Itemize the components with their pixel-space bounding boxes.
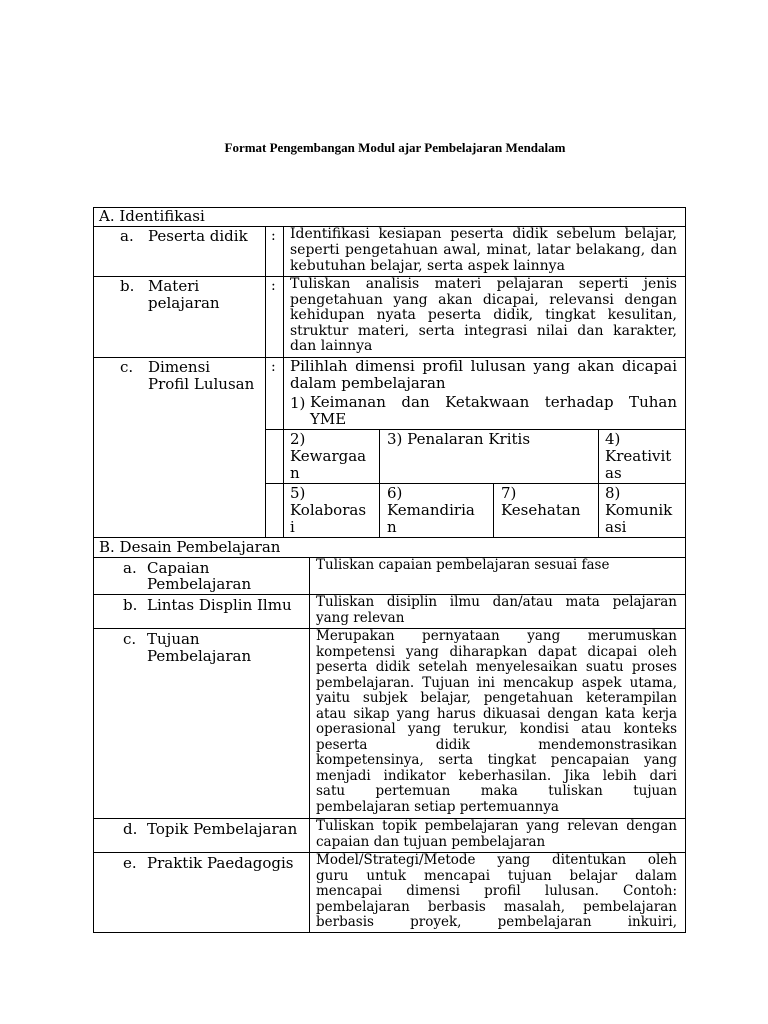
colon: : — [271, 228, 276, 244]
row-letter: e. — [123, 854, 137, 872]
dimension-item-number: 1) — [290, 394, 306, 412]
row-description: Identifikasi kesiapan peserta didik sebelum belajar, seperti pengetahuan awal, minat, latar belakang, dan kebutuhan belajar, serta aspek lainnya — [290, 226, 677, 274]
row-label: Peserta didik — [148, 227, 248, 245]
dimension-cell-komunikasi: 8) Komunik asi — [605, 484, 673, 536]
page-title: Format Pengembangan Modul ajar Pembelajaran Mendalam — [224, 140, 566, 155]
row-label: Lintas Displin Ilmu — [147, 596, 292, 614]
row-letter: c. — [120, 358, 134, 376]
dimension-cell-penalaran-kritis: 3) Penalaran Kritis — [387, 430, 531, 448]
section-b-heading: B. Desain Pembelajaran — [99, 538, 281, 556]
row-letter: a. — [123, 559, 137, 577]
row-letter: d. — [123, 820, 138, 838]
row-label-line-2: Pembelajaran — [147, 647, 252, 665]
row-label-line-2: pelajaran — [148, 294, 220, 312]
dimension-cell-kewargaan: 2) Kewargaa n — [290, 430, 367, 482]
dimension-cell-kesehatan: 7) Kesehatan — [501, 484, 581, 519]
dimension-item-keimanan: Keimanan dan Ketakwaan terhadap Tuhan YME — [310, 393, 677, 428]
dimension-cell-kemandirian: 6) Kemandiria n — [387, 484, 475, 536]
row-label-line-1: Capaian — [147, 559, 210, 577]
row-letter: b. — [120, 277, 135, 295]
row-label: Praktik Paedagogis — [147, 854, 294, 872]
row-description: Pilihlah dimensi profil lulusan yang akan dicapai dalam pembelajaran — [290, 357, 677, 392]
row-label-line-1: Materi — [148, 277, 200, 295]
row-description: Tuliskan capaian pembelajaran sesuai fase — [316, 557, 610, 573]
row-label: Topik Pembelajaran — [147, 820, 298, 838]
row-description: Tuliskan disiplin ilmu dan/atau mata pelajaran yang relevan — [316, 594, 677, 626]
colon: : — [271, 359, 276, 375]
dimension-cell-kreativitas: 4) Kreativit as — [605, 430, 672, 482]
row-label-line-2: Profil Lulusan — [148, 375, 255, 393]
row-letter: a. — [120, 227, 134, 245]
row-description: Tuliskan analisis materi pelajaran seperti jenis pengetahuan yang akan dicapai, relevansi dengan kehidupan nyata peserta didik, tingkat kesulitan, struktur materi, serta integrasi nilai dan karakter, dan lainnya — [290, 276, 677, 355]
row-label-line-2: Pembelajaran — [147, 575, 252, 593]
row-label-line-1: Tujuan — [147, 630, 200, 648]
row-letter: c. — [123, 630, 137, 648]
section-a-heading: A. Identifikasi — [99, 207, 205, 225]
row-description: Model/Strategi/Metode yang ditentukan oleh guru untuk mencapai tujuan belajar dalam mencapai dimensi profil lulusan. Contoh: pembelajaran berbasis masalah, pembelajaran berbasis proyek, pembelajaran inkuiri, — [316, 853, 677, 931]
row-description: Tuliskan topik pembelajaran yang relevan dengan capaian dan tujuan pembelajaran — [316, 818, 677, 850]
row-description: Merupakan pernyataan yang merumuskan kompetensi yang diharapkan dapat dicapai oleh peserta didik setelah menyelesaikan suatu proses pembelajaran. Tujuan ini mencakup aspek utama, yaitu subjek belajar, pengetahuan keterampilan atau sikap yang harus dikuasai dengan kata kerja operasional yang terukur, kondisi atau konteks peserta didik mendemonstrasikan kompetensinya, serta tingkat pencapaian yang menjadi indikator keberhasilan. Jika lebih dari satu pertemuan maka tuliskan tujuan pembelajaran setiap pertemuannya — [316, 628, 677, 816]
dimension-cell-kolaborasi: 5) Kolaboras i — [290, 484, 367, 536]
row-letter: b. — [123, 596, 138, 614]
colon: : — [271, 278, 276, 294]
row-label-line-1: Dimensi — [148, 358, 211, 376]
